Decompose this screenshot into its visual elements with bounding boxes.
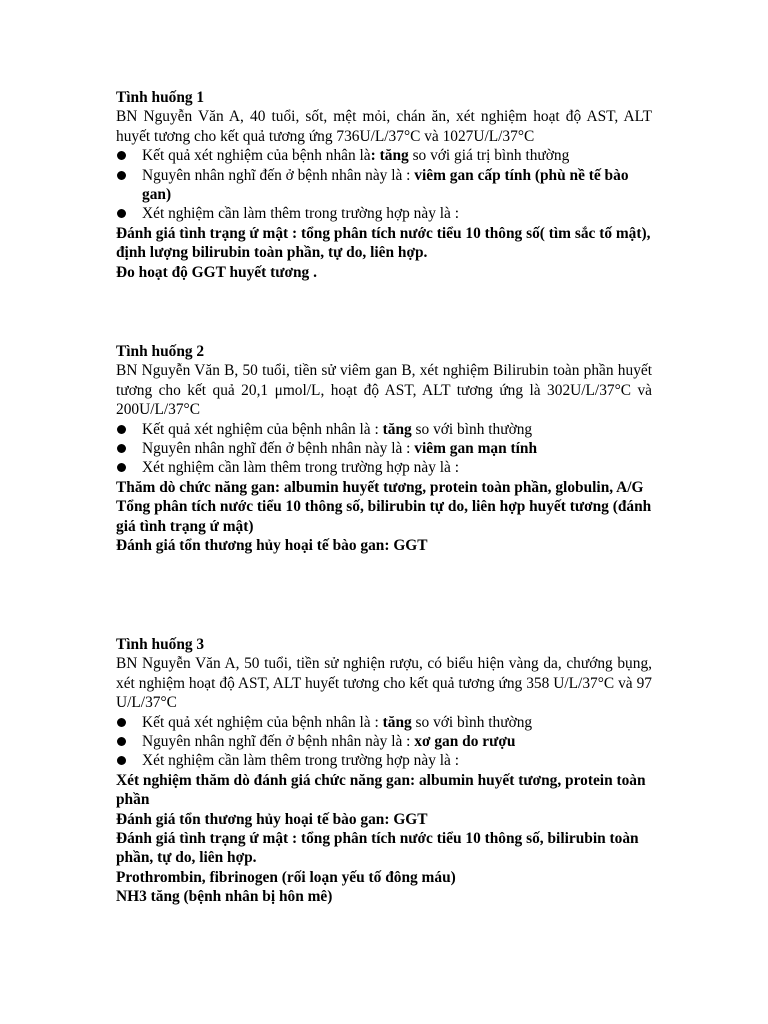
bullet-list xyxy=(116,146,652,224)
conclusion-line: Đo hoạt độ GGT huyết tương . xyxy=(116,263,317,281)
conclusion-line: Đánh giá tình trạng ứ mật : tổng phân tích nước tiểu 10 thông số, bilirubin toàn phần, tự do, liên hợp. xyxy=(116,830,639,867)
bullet-item xyxy=(116,146,652,165)
case-description: BN Nguyễn Văn A, 50 tuổi, tiền sử nghiện rượu, có biểu hiện vàng da, chướng bụng, xét nghiệm hoạt độ AST, ALT huyết tương cho kết quả tương ứng 358 U/L/37°C và 97 U/L/37°C xyxy=(116,655,652,712)
case-title: Tình huống 1 xyxy=(116,89,205,106)
bullet-highlight: tăng xyxy=(382,713,412,731)
bullet-text: Kết quả xét nghiệm của bệnh nhân là : xyxy=(142,713,383,731)
bullet-text: Nguyên nhân nghĩ đến ở bệnh nhân này là : xyxy=(142,733,415,751)
bullet-highlight: viêm gan mạn tính xyxy=(414,440,538,458)
bullet-dot-icon xyxy=(117,756,126,765)
bullet-suffix: so với giá trị bình thường xyxy=(408,147,570,165)
bullet-item xyxy=(116,713,652,732)
bullet-dot-icon xyxy=(117,444,126,453)
case-title: Tình huống 3 xyxy=(116,636,205,653)
conclusion-line: Tổng phân tích nước tiểu 10 thông số, bilirubin tự do, liên hợp huyết tương (đánh giá tình trạng ứ mật) xyxy=(116,498,652,535)
bullet-item xyxy=(116,732,652,751)
case-1 xyxy=(116,88,652,282)
bullet-item xyxy=(116,458,652,477)
bullet-item xyxy=(116,751,652,770)
bullet-text: Xét nghiệm cần làm thêm trong trường hợp này là : xyxy=(142,752,459,770)
bullet-text: Kết quả xét nghiệm của bệnh nhân là xyxy=(142,147,371,165)
conclusion-line: NH3 tăng (bệnh nhân bị hôn mê) xyxy=(116,888,333,906)
case-title: Tình huống 2 xyxy=(116,343,205,360)
conclusion-line: Đánh giá tổn thương hủy hoại tế bào gan: GGT xyxy=(116,537,428,555)
case-description: BN Nguyễn Văn A, 40 tuổi, sốt, mệt mỏi, chán ăn, xét nghiệm hoạt độ AST, ALT huyết tương cho kết quả tương ứng 736U/L/37°C và 1027U/L/37°C xyxy=(116,108,652,145)
bullet-highlight: : tăng xyxy=(370,147,409,165)
case-3 xyxy=(116,635,652,907)
bullet-dot-icon xyxy=(117,737,126,746)
bullet-dot-icon xyxy=(117,425,126,434)
bullet-dot-icon xyxy=(117,209,126,218)
bullet-text: Kết quả xét nghiệm của bệnh nhân là : xyxy=(142,420,383,438)
bullet-text: Nguyên nhân nghĩ đến ở bệnh nhân này là : xyxy=(142,440,415,458)
bullet-highlight: xơ gan do rượu xyxy=(414,733,516,751)
bullet-item xyxy=(116,166,652,205)
conclusion-line: Đánh giá tình trạng ứ mật : tổng phân tích nước tiểu 10 thông số( tìm sắc tố mật), định lượng bilirubin toàn phần, tự do, liên hợp. xyxy=(116,224,651,262)
bullet-suffix: so với bình thường xyxy=(411,420,533,438)
bullet-suffix: so với bình thường xyxy=(411,713,533,731)
conclusion-line: Xét nghiệm thăm dò đánh giá chức năng gan: albumin huyết tương, protein toàn phần xyxy=(116,771,646,809)
bullet-text: Nguyên nhân nghĩ đến ở bệnh nhân này là : xyxy=(142,166,415,184)
bullet-item xyxy=(116,439,652,458)
case-description: BN Nguyễn Văn B, 50 tuổi, tiền sử viêm gan B, xét nghiệm Bilirubin toàn phần huyết tương cho kết quả 20,1 μmol/L, hoạt độ AST, ALT tương ứng là 302U/L/37°C và 200U/L/37°C xyxy=(116,362,652,419)
bullet-text: Xét nghiệm cần làm thêm trong trường hợp này là : xyxy=(142,205,459,223)
bullet-item xyxy=(116,204,652,223)
bullet-dot-icon xyxy=(117,151,126,160)
bullet-item xyxy=(116,420,652,439)
bullet-dot-icon xyxy=(117,171,126,180)
case-2 xyxy=(116,342,652,555)
conclusion-line: Prothrombin, fibrinogen (rối loạn yếu tố đông máu) xyxy=(116,868,456,886)
bullet-text: Xét nghiệm cần làm thêm trong trường hợp này là : xyxy=(142,459,459,477)
bullet-list xyxy=(116,420,652,478)
bullet-dot-icon xyxy=(117,463,126,472)
bullet-list xyxy=(116,713,652,771)
conclusion-line: Thăm dò chức năng gan: albumin huyết tương, protein toàn phần, globulin, A/G xyxy=(116,478,644,496)
bullet-highlight: tăng xyxy=(382,420,412,438)
conclusion-line: Đánh giá tổn thương hủy hoại tế bào gan: GGT xyxy=(116,810,428,828)
bullet-highlight: viêm gan cấp tính (phù nề tế bào gan) xyxy=(142,166,629,204)
bullet-dot-icon xyxy=(117,718,126,727)
